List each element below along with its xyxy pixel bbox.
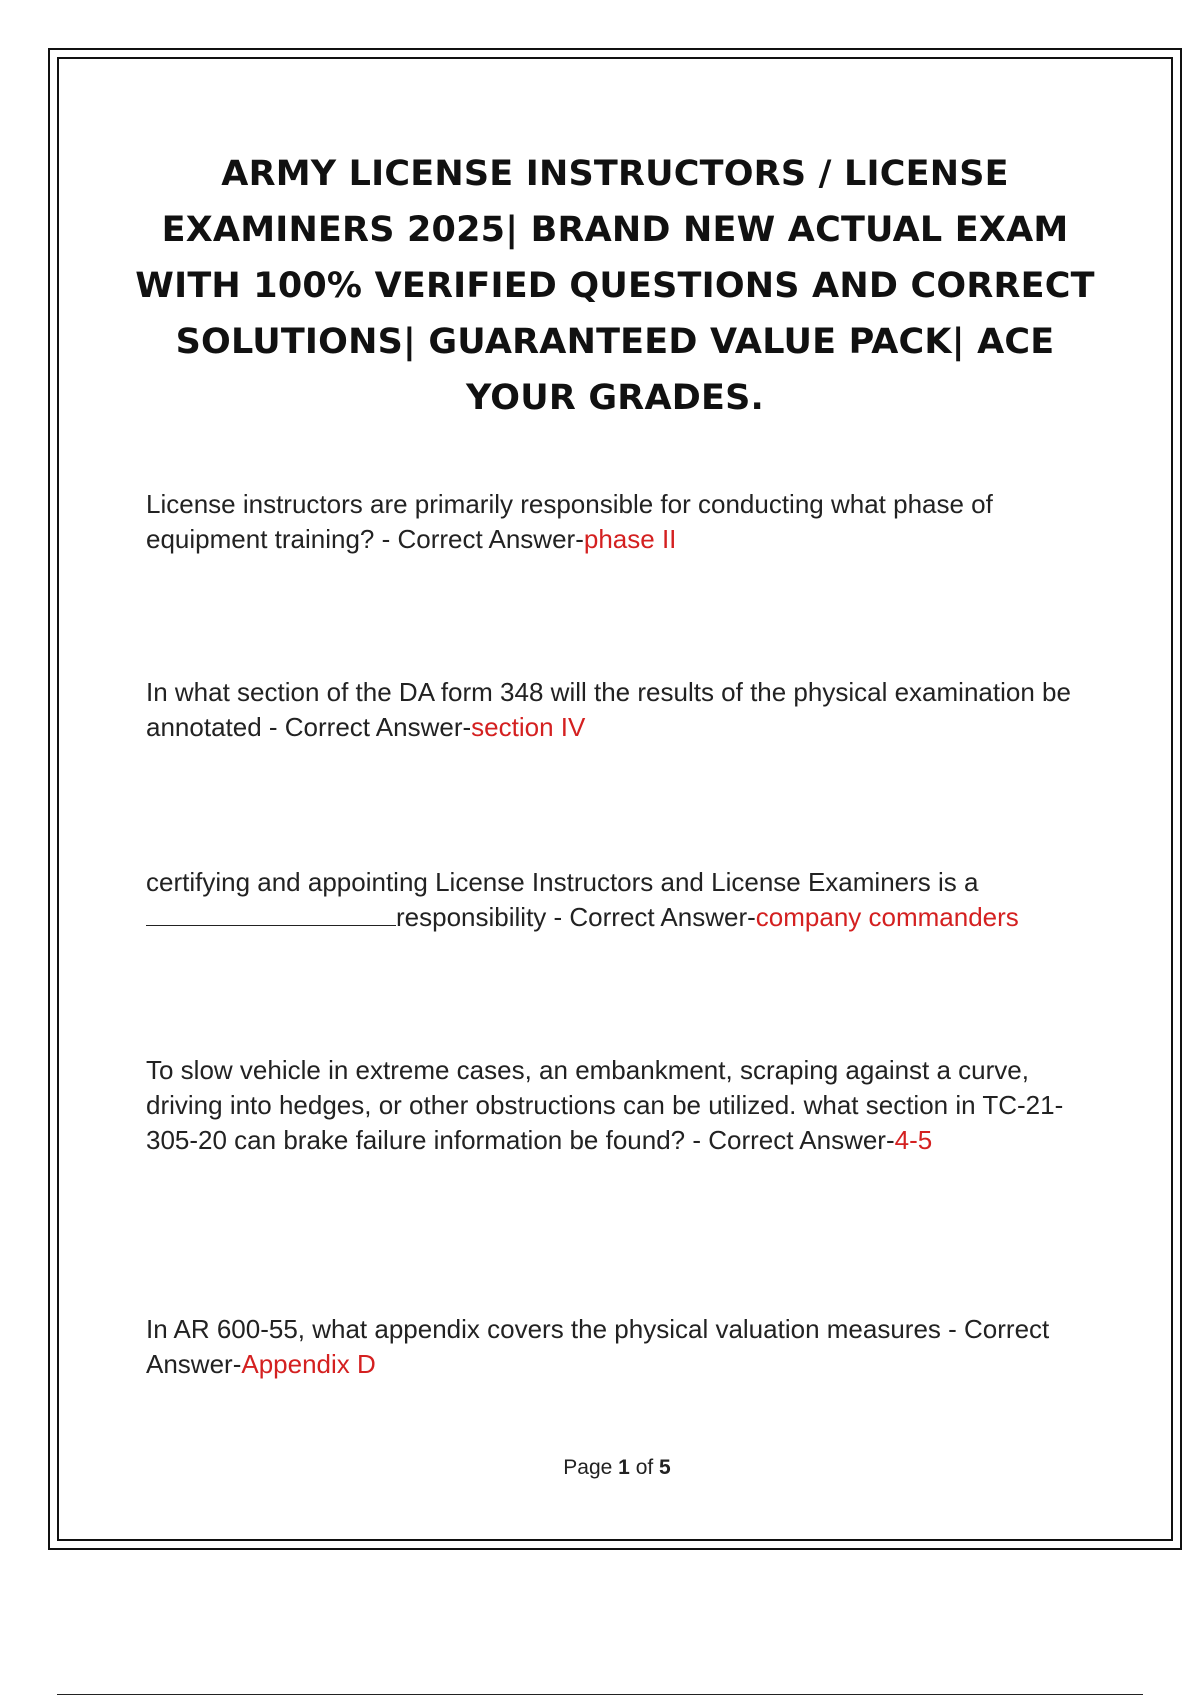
question-text: In AR 600-55, what appendix covers the physical valuation measures - Correct Answer- — [146, 1314, 1050, 1379]
question-text: License instructors are primarily responsible for conducting what phase of equipment training? - Correct Answer- — [146, 489, 993, 554]
qa-item-4 — [146, 1053, 1086, 1158]
correct-answer: Appendix D — [241, 1349, 376, 1379]
correct-answer: company commanders — [755, 902, 1019, 932]
of-label: of — [635, 1456, 654, 1479]
total-pages-number: 5 — [659, 1456, 671, 1479]
qa-item-1 — [146, 487, 1086, 557]
page-label: Page — [563, 1456, 613, 1479]
fill-in-blank-line — [146, 903, 396, 926]
question-text: To slow vehicle in extreme cases, an embankment, scraping against a curve, driving into hedges, or other obstructions can be utilized. what section in TC-21-305-20 can brake failure information be found? - Correct Answer- — [146, 1055, 1064, 1155]
correct-answer: section IV — [471, 712, 586, 742]
correct-answer: 4-5 — [894, 1125, 933, 1155]
page-number-footer — [0, 1456, 1200, 1480]
bottom-divider — [57, 1694, 1143, 1695]
question-text: In what section of the DA form 348 will the results of the physical examination be annotated - Correct Answer- — [146, 677, 1071, 742]
qa-item-5 — [146, 1312, 1086, 1382]
question-text-continued: responsibility - Correct Answer- — [396, 902, 756, 932]
qa-item-3 — [146, 865, 1086, 935]
question-text: certifying and appointing License Instructors and License Examiners is a — [146, 867, 979, 897]
correct-answer: phase II — [583, 524, 677, 554]
current-page-number: 1 — [618, 1456, 630, 1479]
qa-item-2 — [146, 675, 1086, 745]
document-title: ARMY LICENSE INSTRUCTORS / LICENSE EXAMINERS 2025| BRAND NEW ACTUAL EXAM WITH 100% VERIFIED QUESTIONS AND CORRECT SOLUTIONS| GUARANTEED VALUE PACK| ACE YOUR GRADES. — [135, 154, 1095, 418]
